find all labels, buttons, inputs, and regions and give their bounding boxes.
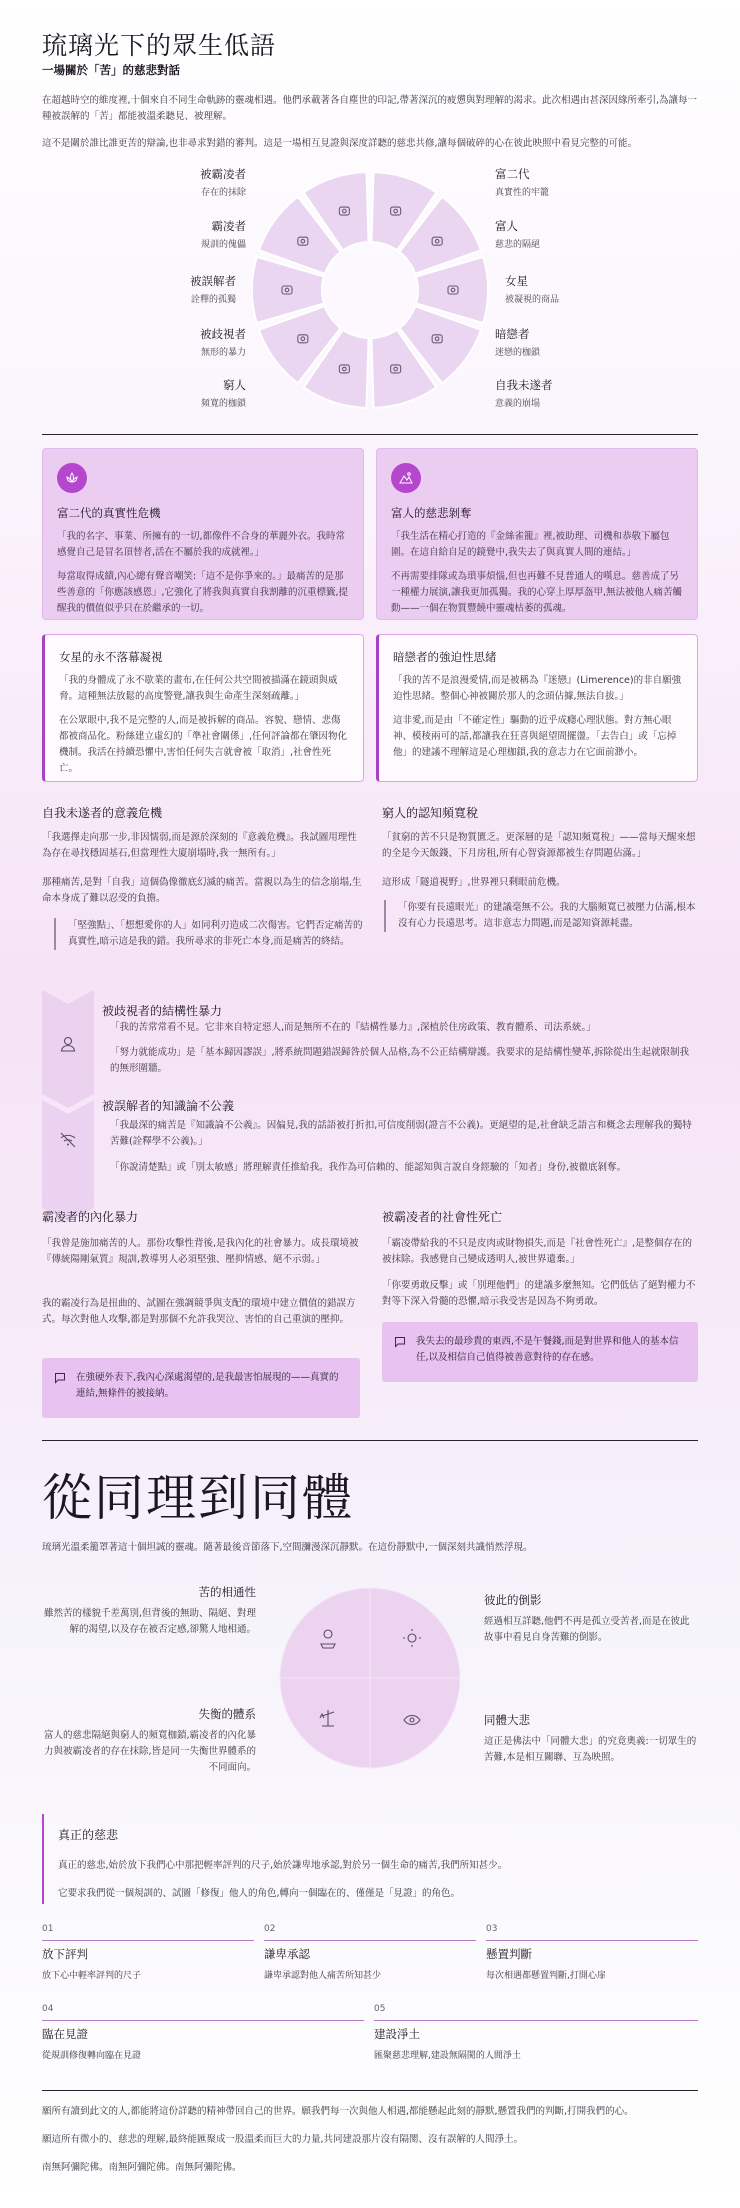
card-body: 不再需要排隊或為瑣事煩惱,但也再難不見普通人的嘆息。慈善成了另一種權力展演,讓我更加孤獨。我的心穿上厚厚盔甲,無法被他人痛苦觸動——一個在物質豐饒中靈魂枯萎的孤魂。: [391, 571, 683, 614]
card-actress: [42, 634, 364, 782]
divider: [42, 2090, 698, 2091]
page-title: 琉璃光下的眾生低語: [42, 31, 277, 60]
wheel-label-suicide: 自我未遂者 意義的崩塌: [495, 378, 553, 409]
poor-paragraph-1: 「貧窮的苦不只是物質匱乏。更深層的是「認知頻寬稅」——當每天醒來想的全是今天飯錢、下月房租,所有心智資源都被生存問題佔滿。」: [382, 832, 696, 859]
discriminated-paragraph-2: 「努力就能成功」是「基本歸因謬誤」,將系統問題錯誤歸咎於個人品格,為不公正結構辯護。我要求的是結構性變革,拆除從出生起就限制我的無形圍牆。: [110, 1047, 690, 1074]
wheel-label-actress: 女星 被凝視的商品: [505, 274, 560, 305]
chevron-stack: [42, 990, 94, 1222]
bully-paragraph-2: 我的霸凌行為是扭曲的、試圖在強調競爭與支配的環境中建立價值的錯誤方式。每次對他人攻擊,都是對那個不允許我哭泣、害怕的自己重演的壓抑。: [42, 1298, 356, 1325]
wifi-off-icon: [58, 1130, 78, 1150]
intro-paragraph-1: 在超越時空的維度裡,十個來自不同生命軌跡的靈魂相遇。他們承載著各自塵世的印記,帶著深沉的疲憊與對理解的渴求。此次相遇由甚深因緣所牽引,為讓每一種被誤解的「苦」都能被溫柔聽見、被理解。: [42, 95, 698, 122]
divider: [42, 1440, 698, 1441]
quad-oneness: 同體大悲 這正是佛法中「同體大悲」的究竟奧義:一切眾生的苦難,本是相互關聯、互為映照。: [484, 1713, 697, 1763]
callout-text: 我失去的最珍貴的東西,不是午餐錢,而是對世界和他人的基本信任,以及相信自己值得被善意對待的存在感。: [416, 1336, 679, 1363]
bully-callout: [42, 1358, 360, 1418]
section-title-misunderstood: 被誤解者的知識論不公義: [102, 1099, 235, 1113]
wheel-label-rich: 富人 慈悲的隔絕: [495, 219, 541, 250]
poor-quote: 「你要有長遠眼光」的建議毫無不公。我的大腦頻寬已被壓力佔滿,根本沒有心力長遠思考。這非意志力問題,而是認知資源耗盡。: [384, 900, 698, 932]
wheel-label-poor: 窮人 頻寬的枷鎖: [200, 378, 246, 409]
compassion-paragraph-1: 真正的慈悲,始於放下我們心中那把輕率評判的尺子,始於謙卑地承認,對於另一個生命的痛苦,我們所知甚少。: [58, 1860, 508, 1871]
section-title-bully: 霸凌者的內化暴力: [42, 1210, 139, 1224]
closing-paragraph-3: 南無阿彌陀佛。南無阿彌陀佛。南無阿彌陀佛。: [42, 2162, 242, 2173]
card-title: 暗戀者的強迫性思緒: [393, 650, 497, 664]
callout-text: 在強硬外表下,我內心深處渴望的,是我最害怕展現的——真實的連結,無條件的被接納。: [76, 1372, 339, 1399]
card-body: 每當取得成績,內心總有聲音嘲笑:「這不是你爭來的。」最痛苦的是那些善意的「你應該感恩」,它強化了將我與真實自我割離的沉重標籤,提醒我的價值似乎只在於繼承的一切。: [57, 571, 349, 614]
page-subtitle: 一場關於「苦」的慈悲對話: [42, 63, 180, 77]
discriminated-paragraph-1: 「我的苦常常看不見。它非來自特定惡人,而是無所不在的『結構性暴力』,深植於住房政策、教育體系、司法系統。」: [110, 1022, 596, 1033]
card-rich2: [42, 448, 364, 620]
section-title-bullied: 被霸凌者的社會性死亡: [382, 1210, 503, 1224]
card-quote: 「我的名字、事業、所擁有的一切,都像件不合身的華麗外衣。我時常感覺自己是冒名頂替者,活在不屬於我的成就裡。」: [57, 531, 346, 558]
section-title-suicide: 自我未遂者的意義危機: [42, 806, 163, 820]
bully-paragraph-1: 「我曾是施加痛苦的人。那份攻擊性背後,是我內化的社會暴力。成長環境被『傳統陽剛氣質』規訓,教導男人必須堅強、壓抑情感、絕不示弱。」: [42, 1238, 359, 1265]
mountain-icon: [391, 463, 421, 493]
card-body: 在公眾眼中,我不是完整的人,而是被拆解的商品。容貌、戀情、悲傷都被商品化。粉絲建立虛幻的「準社會關係」,任何評論都在肇因物化機制。我活在持續恐懼中,害怕任何失言就會被「取消」,社會性死亡。: [59, 715, 348, 774]
divider: [42, 434, 698, 435]
closing-paragraph-1: 願所有讀到此文的人,都能將這份詳聽的精神帶回自己的世界。願我們每一次與他人相遇,都能懸起此刻的靜默,懸置我們的判斷,打開我們的心。: [42, 2106, 634, 2117]
card-title: 女星的永不落幕凝視: [59, 650, 163, 664]
bullied-paragraph-1: 「霸凌帶給我的不只是皮肉或財物損失,而是『社會性死亡』,是整個存在的被抹除。我感覺自己變成透明人,被世界遺棄。」: [382, 1238, 693, 1265]
closing-paragraph-2: 願這所有微小的、慈悲的理解,最終能匯聚成一股溫柔而巨大的力量,共同建設那片沒有隔閡、沒有誤解的人間淨土。: [42, 2134, 524, 2145]
card-crush: [376, 634, 698, 782]
quad-reflection: 彼此的倒影 經過相互詳聽,他們不再是孤立受苦者,而是在彼此故事中看見自身苦難的倒影。: [484, 1593, 690, 1643]
step-02: 02 謙卑承認 謙卑承認對他人痛苦所知甚少: [264, 1924, 476, 1981]
quad-commonality: 苦的相通性 雖然苦的樣貌千差萬別,但背後的無助、隔絕、對理解的渴望,以及存在被否定感,卻驚人地相通。: [43, 1585, 256, 1635]
part2-intro: 琉璃光溫柔籠罩著這十個坦誠的靈魂。隨著最後音節落下,空間瀰漫深沉靜默。在這份靜默中,一個深刻共識悄然浮現。: [42, 1542, 533, 1553]
wheel-label-misunderstood: 被誤解者 詮釋的孤獨: [190, 274, 236, 305]
user-icon: [58, 1034, 78, 1054]
section-title-discriminated: 被歧視者的結構性暴力: [102, 1004, 223, 1018]
card-quote: 「我的苦不是浪漫愛情,而是被稱為『迷戀』(Limerence)的非自願強迫性思緒。整個心神被關於那人的念頭佔據,無法自拔。」: [393, 675, 682, 702]
quad-imbalance: 失衡的體系 富人的慈悲隔絕與窮人的頻寬枷鎖,霸凌者的內化暴力與被霸凌者的存在抹除,皆是同一失衡世界體系的不同面向。: [43, 1707, 256, 1773]
wheel-label-bully: 霸凌者 規訓的傀儡: [200, 219, 246, 250]
suffering-wheel: [250, 170, 490, 410]
bullied-callout: [382, 1322, 698, 1382]
card-body: 這非愛,而是由「不確定性」驅動的近乎成癮心理狀態。對方無心眼神、模稜兩可的話,都讓我在狂喜與絕望間擺盪。「去告白」或「忘掉他」的建議不理解這是心理枷鎖,我的意志力在它面前渺小。: [393, 715, 677, 758]
step-03: 03 懸置判斷 每次相遇都懸置判斷,打開心扉: [486, 1924, 698, 1981]
message-icon: [54, 1372, 66, 1384]
misunderstood-paragraph-2: 「你說清楚點」或「別太敏感」將理解責任推給我。我作為可信賴的、能認知與言說自身經驗的「知者」身份,被徹底剝奪。: [110, 1162, 627, 1173]
poor-paragraph-2: 這形成「隧道視野」,世界裡只剩眼前危機。: [382, 877, 566, 888]
section-title-poor: 窮人的認知頻寬稅: [382, 806, 479, 820]
card-quote: 「我的身體成了永不歇業的畫布,在任何公共空間被描滿在鏡頭與威脅。這種無法放鬆的高度警覺,讓我與生命產生深刻疏離。」: [59, 675, 338, 702]
card-rich: [376, 448, 698, 620]
step-05: 05 建設淨土 匯聚慈悲理解,建設無隔閡的人間淨土: [374, 2004, 698, 2061]
wheel-label-discriminated: 被歧視者 無形的暴力: [200, 327, 246, 358]
suicide-quote: 「堅強點」、「想想愛你的人」如同利刃造成二次傷害。它們否定痛苦的真實性,暗示這是我的錯。我所尋求的非死亡本身,而是痛苦的終結。: [54, 918, 364, 950]
suicide-paragraph-2: 那種痛苦,是對「自我」這個偽像徹底幻滅的痛苦。當親以為生的信念崩塌,生命本身成了難以忍受的負擔。: [42, 877, 362, 904]
card-title: 富二代的真實性危機: [57, 506, 161, 520]
compassion-paragraph-2: 它要求我們從一個規訓的、試圖「修復」他人的角色,轉向一個臨在的、僅僅是「見證」的角色。: [58, 1888, 461, 1899]
step-01: 01 放下評判 放下心中輕率評判的尺子: [42, 1924, 254, 1981]
bullied-paragraph-2: 「你要勇敢反擊」或「別理他們」的建議多麼無知。它們低估了絕對權力不對等下深入骨髓的恐懼,暗示我受害是因為不夠勇敢。: [382, 1280, 696, 1307]
misunderstood-paragraph-1: 「我最深的痛苦是『知識論不公義』。因偏見,我的話語被打折扣,可信度削弱(證言不公義)。更絕望的是,社會缺乏語言和概念去理解我的獨特苦難(詮釋學不公義)。」: [110, 1120, 692, 1147]
quad-diagram: [274, 1582, 466, 1774]
accent-bar: [42, 1814, 44, 1904]
compassion-title: 真正的慈悲: [58, 1828, 119, 1842]
wheel-label-bullied: 被霸凌者 存在的抹除: [200, 167, 246, 198]
wheel-label-rich2: 富二代 真實性的牢籠: [495, 167, 550, 198]
suicide-paragraph-1: 「我選擇走向那一步,非因懦弱,而是源於深刻的『意義危機』。我試圖用理性為存在尋找穩固基石,但當理性大廈崩塌時,我一無所有。」: [42, 832, 357, 859]
intro-paragraph-2: 這不是關於誰比誰更苦的辯論,也非尋求對錯的審判。這是一場相互見證與深度詳聽的慈悲共修,讓每個破碎的心在彼此映照中看見完整的可能。: [42, 138, 638, 149]
message-icon: [394, 1336, 406, 1348]
part2-title: 從同理到同體: [42, 1469, 354, 1527]
card-quote: 「我生活在精心打造的『金絲雀籠』裡,被助理、司機和恭敬下屬包圍。在這自給自足的鏡覺中,我失去了與真實人間的連結。」: [391, 531, 670, 558]
card-title: 富人的慈悲剝奪: [391, 506, 472, 520]
lotus-icon: [57, 463, 87, 493]
step-04: 04 臨在見證 從規訓修復轉向臨在見證: [42, 2004, 364, 2061]
wheel-label-crush: 暗戀者 迷戀的枷鎖: [495, 327, 541, 358]
